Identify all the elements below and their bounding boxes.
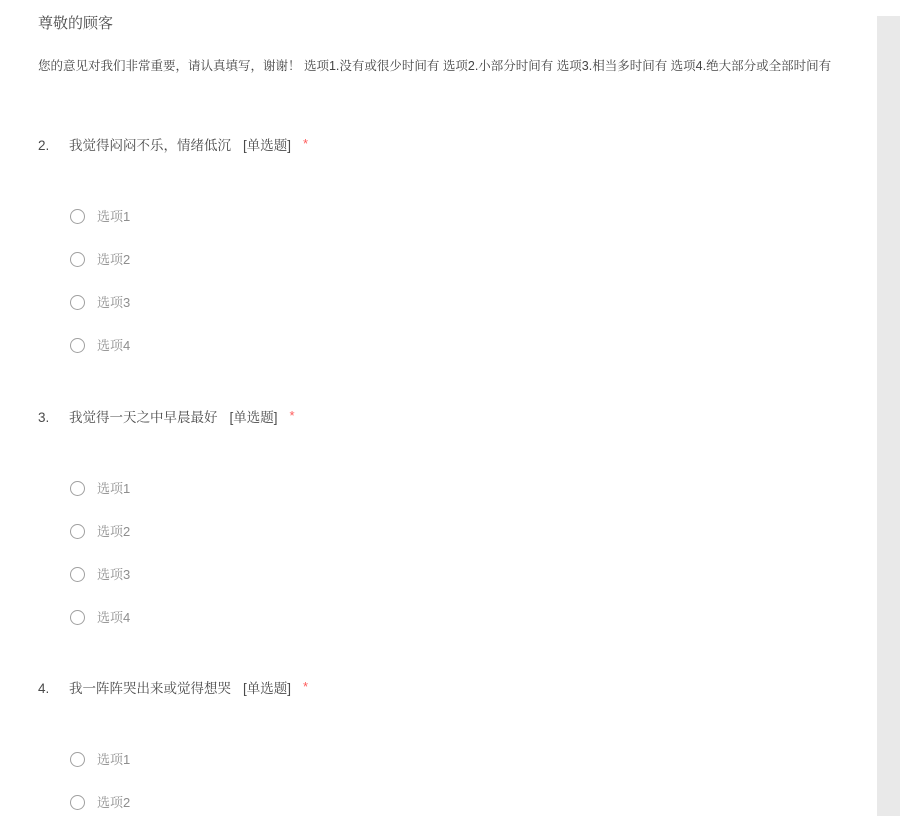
radio-option[interactable] bbox=[70, 251, 877, 267]
radio-option[interactable] bbox=[70, 794, 877, 810]
survey-content bbox=[0, 16, 877, 816]
radio-button-icon[interactable] bbox=[70, 295, 85, 310]
question-options bbox=[70, 480, 877, 625]
radio-option-label: 选项1 bbox=[97, 480, 131, 496]
question-text: 我觉得闷闷不乐，情绪低沉 bbox=[69, 138, 231, 153]
radio-button-icon[interactable] bbox=[70, 338, 85, 353]
radio-button-icon[interactable] bbox=[70, 209, 85, 224]
radio-option-label: 选项4 bbox=[97, 609, 131, 625]
form-intro-text: 您的意见对我们非常重要，请认真填写，谢谢！ 选项1.没有或很少时间有 选项2.小部分时间有 选项3.相当多时间有 选项4.绝大部分或全部时间有 bbox=[38, 59, 832, 73]
question-options bbox=[70, 208, 877, 353]
radio-button-icon[interactable] bbox=[70, 567, 85, 582]
question-number: 2. bbox=[38, 138, 50, 153]
radio-option[interactable] bbox=[70, 566, 877, 582]
radio-option[interactable] bbox=[70, 480, 877, 496]
radio-button-icon[interactable] bbox=[70, 524, 85, 539]
radio-option-label: 选项4 bbox=[97, 337, 131, 353]
radio-button-icon[interactable] bbox=[70, 481, 85, 496]
radio-button-icon[interactable] bbox=[70, 252, 85, 267]
radio-option-label: 选项2 bbox=[97, 523, 131, 539]
question-options bbox=[70, 751, 877, 810]
question-heading bbox=[38, 136, 877, 153]
question-number: 3. bbox=[38, 410, 50, 425]
question-text: 我一阵阵哭出来或觉得想哭 bbox=[69, 681, 231, 696]
radio-button-icon[interactable] bbox=[70, 610, 85, 625]
radio-option[interactable] bbox=[70, 523, 877, 539]
survey-page bbox=[0, 16, 900, 816]
radio-option[interactable] bbox=[70, 337, 877, 353]
radio-option-label: 选项2 bbox=[97, 794, 131, 810]
form-title: 尊敬的顾客 bbox=[38, 15, 114, 32]
required-asterisk: * bbox=[303, 136, 309, 151]
radio-option-label: 选项1 bbox=[97, 208, 131, 224]
question-heading bbox=[38, 679, 877, 696]
radio-option-label: 选项3 bbox=[97, 566, 131, 582]
question-text: 我觉得一天之中早晨最好 bbox=[69, 410, 218, 425]
radio-option[interactable] bbox=[70, 294, 877, 310]
radio-option-label: 选项2 bbox=[97, 251, 131, 267]
required-asterisk: * bbox=[303, 679, 309, 694]
question-number: 4. bbox=[38, 681, 50, 696]
right-gutter bbox=[877, 16, 900, 816]
radio-option-label: 选项3 bbox=[97, 294, 131, 310]
question-type-tag: [单选题] bbox=[243, 681, 292, 696]
radio-option-label: 选项1 bbox=[97, 751, 131, 767]
radio-option[interactable] bbox=[70, 751, 877, 767]
radio-button-icon[interactable] bbox=[70, 752, 85, 767]
radio-button-icon[interactable] bbox=[70, 795, 85, 810]
question-type-tag: [单选题] bbox=[229, 410, 278, 425]
question-heading bbox=[38, 408, 877, 425]
radio-option[interactable] bbox=[70, 609, 877, 625]
required-asterisk: * bbox=[289, 408, 295, 423]
radio-option[interactable] bbox=[70, 208, 877, 224]
question-type-tag: [单选题] bbox=[243, 138, 292, 153]
